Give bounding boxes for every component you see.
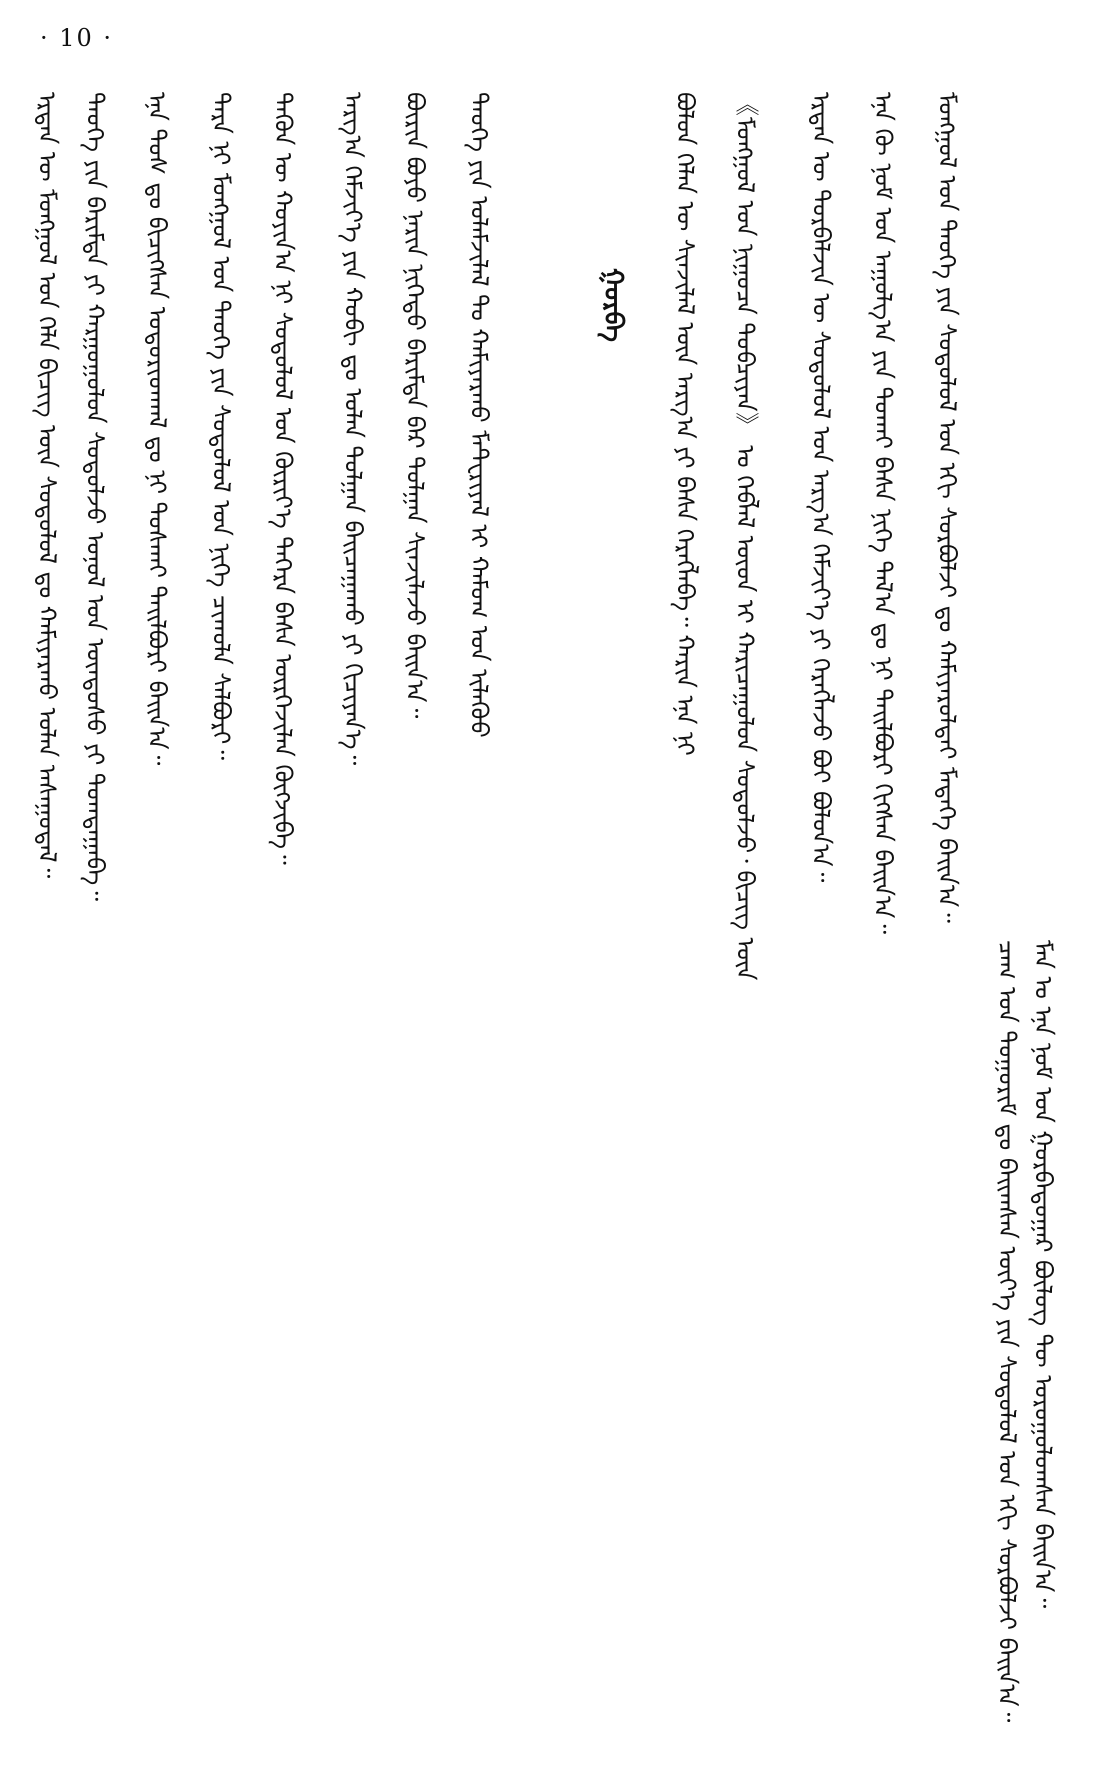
- section-heading: ᠭᠤᠷᠪᠠ: [598, 268, 628, 342]
- page-number: · 10 ·: [40, 24, 114, 52]
- text-column-11: ᠡᠨᠡ ᠲᠤᠰ ᠳᠤ ᠪᠢᠴᠢᠭᠰᠡᠨ ᠤᠳᠤᠷᠢᠳᠬᠠᠯ ᠳᠤ ᠨᠢ ᠲᠤᠰᠬᠠᠢ ᠲᠠᠢᠯᠪᠤᠷᠢ ᠪᠠᠢᠨ᠎ᠠ᠃: [143, 92, 171, 766]
- text-column-15: ᠴᠠᠭ ᠤᠨ ᠲᠤᠭᠤᠷᠢᠮ ᠳᠤ ᠪᠠᠢᠭᠰᠠᠨ ᠦᠶ᠎ᠡ ᠶᠢᠨ ᠰᠤᠳᠤᠯᠤᠯ ᠤᠨ ᠡᠬᠢ ᠰᠤᠷᠪᠤᠯᠵᠢ ᠪᠠᠢᠨ᠎ᠠ᠃: [993, 940, 1021, 1723]
- text-column-10: ᠲᠡᠷᠡ ᠨᠢ ᠮᠣᠩᠭᠤᠯ ᠤᠨ ᠲᠡᠦᠬᠡ ᠶᠢᠨ ᠰᠤᠳᠤᠯᠤᠯ ᠤᠨ ᠨᠢᠭᠡ ᠴᠢᠬᠤᠯᠠ ᠰᠠᠯᠪᠤᠷᠢ᠃: [207, 92, 235, 761]
- text-column-6: ᠲᠡᠦᠬᠡ ᠶᠢᠨ ᠤᠯᠠᠮᠵᠢᠯᠠᠯ ᠲᠤ ᠬᠠᠮᠢᠶᠠᠷᠬᠤ ᠮᠠᠲ᠋ᠧᠷᠢᠶᠠᠯ ᠢ ᠬᠠᠮᠤᠭ ᠤᠨ ᠢᠯᠡᠭᠦᠦ: [465, 92, 493, 738]
- text-column-13: ᠡᠷᠲᠡᠨ ᠦ ᠮᠣᠩᠭᠤᠯ ᠤᠨ ᠬᠡᠯᠡ ᠪᠢᠴᠢᠭ ᠦᠨ ᠰᠤᠳᠤᠯᠤᠯ ᠳᠤ ᠬᠠᠮᠢᠶᠠᠷᠬᠤ ᠣᠯᠠᠨ ᠠᠰᠠᠭᠤᠳᠠᠯ᠃: [33, 92, 61, 879]
- text-column-4: 《ᠮᠣᠩᠭᠤᠯ ᠤᠨ ᠨᠢᠭᠤᠴᠠ ᠲᠤᠪᠴᠢᠶᠠᠨ》 ᠤ ᠬᠡᠪᠯᠡᠯ ᠦᠳ ᠢ ᠬᠠᠷᠢᠴᠠᠭᠤᠯᠤᠨ ᠰᠤᠳᠤᠯᠵᠤ᠂ ᠪᠢᠴᠢᠭ ᠦᠨ: [731, 92, 759, 981]
- text-column-7: ᠪᠦᠷᠢᠨ ᠪᠤᠶᠤ ᠨᠠᠷᠢᠨ ᠨᠢᠭᠡᠲᠦ ᠪᠠᠷᠢᠮᠲᠠ ᠪᠠᠷ ᠲᠤᠯᠭᠠᠨ ᠰᠢᠨᠵᠢᠯᠡᠵᠦ ᠪᠠᠢᠨ᠎ᠠ᠃: [401, 92, 429, 719]
- text-column-14: ᠮᠠᠨ ᠤ ᠡᠨᠡ ᠨᠣᠮ ᠤᠨ ᠭᠤᠷᠪᠠᠳᠤᠭᠠᠷ ᠪᠦᠯᠦᠭ ᠲᠦ ᠣᠷᠤᠭᠤᠯᠤᠭᠰᠠᠨ ᠪᠠᠢᠨ᠎ᠠ᠃: [1029, 940, 1057, 1609]
- text-column-12: ᠲᠡᠦᠬᠡ ᠶᠢᠨ ᠪᠠᠷᠢᠮᠲᠠ ᠶᠢ ᠬᠠᠷᠭᠤᠭᠤᠯᠤᠨ ᠰᠤᠳᠤᠯᠵᠤ ᠣᠨᠣᠯ ᠤᠨ ᠦᠨᠳᠦᠰᠦ ᠶᠢ ᠲᠣᠭᠲᠠᠭᠠᠪᠠ᠃: [81, 92, 109, 902]
- text-column-5: ᠪᠣᠯᠤᠨ ᠬᠡᠯᠡᠨ ᠦ ᠰᠢᠨᠵᠢᠯᠡᠯ ᠦᠨ ᠠᠷᠭ᠎ᠠ ᠶᠢ ᠪᠠᠰᠠ ᠬᠡᠷᠡᠭᠯᠡᠪᠡ᠃ ᠬᠠᠷᠢᠨ ᠡᠨᠡ ᠨᠢ: [671, 92, 699, 756]
- text-column-2: ᠡᠨᠡ ᠬᠦ ᠨᠣᠮ ᠤᠨ ᠠᠭᠤᠯᠭ᠎ᠠ ᠶᠢᠨ ᠲᠤᠬᠠᠢ ᠪᠠᠰᠠ ᠨᠢᠭᠡ ᠲᠠᠯ᠎ᠠ ᠳᠤ ᠨᠢ ᠲᠠᠢᠯᠪᠤᠷᠢ ᠬᠢᠭᠰᠡᠨ ᠪᠠᠢᠨ᠎ᠠ᠃: [869, 92, 897, 935]
- text-column-8: ᠠᠷᠭ᠎ᠠ ᠬᠡᠮᠵᠢᠶ᠎ᠡ ᠶᠢᠨ ᠬᠤᠪᠢ ᠳᠤ ᠣᠯᠠᠨ ᠲᠤᠯᠭᠠᠨ ᠪᠠᠢᠴᠠᠭᠠᠬᠤ ᠶᠢ ᠬᠢᠴᠢᠶᠡᠨ᠎ᠡ᠃: [339, 92, 367, 766]
- text-column-9: ᠲᠡᠭᠦᠨ ᠦ ᠬᠣᠶᠢᠨ᠎ᠠ ᠨᠢ ᠰᠤᠳᠤᠯᠤᠯ ᠤᠨ ᠬᠦᠷᠢᠶ᠎ᠡ ᠳᠡᠭᠡᠷᠡ ᠪᠠᠰᠠ ᠦᠷᠭᠡᠵᠢᠯᠡᠨ ᠬᠦᠭᠵᠢᠪᠡ᠃: [269, 92, 297, 865]
- text-column-3: ᠡᠷᠲᠡᠨ ᠦ ᠲᠤᠷᠪᠡᠯᠵᠢᠨ ᠦ ᠰᠤᠳᠤᠯᠤᠯ ᠤᠨ ᠠᠷᠭ᠎ᠠ ᠬᠡᠮᠵᠢᠶ᠎ᠡ ᠶᠢ ᠬᠡᠷᠡᠭᠯᠡᠵᠦ ᠪᠤᠢ ᠪᠣᠯᠤᠨ᠎ᠠ᠃: [807, 92, 835, 883]
- text-column-1: ᠮᠣᠩᠭᠤᠯ ᠤᠨ ᠲᠡᠦᠬᠡ ᠶᠢᠨ ᠰᠤᠳᠤᠯᠤᠯ ᠤᠨ ᠡᠬᠢ ᠰᠤᠷᠪᠤᠯᠵᠢ ᠳᠤ ᠬᠠᠮᠢᠶᠠᠷᠤᠯᠲᠠᠢ ᠮᠡᠳᠡᠭᠡ ᠪᠠᠢᠨ᠎ᠠ᠃: [933, 92, 961, 923]
